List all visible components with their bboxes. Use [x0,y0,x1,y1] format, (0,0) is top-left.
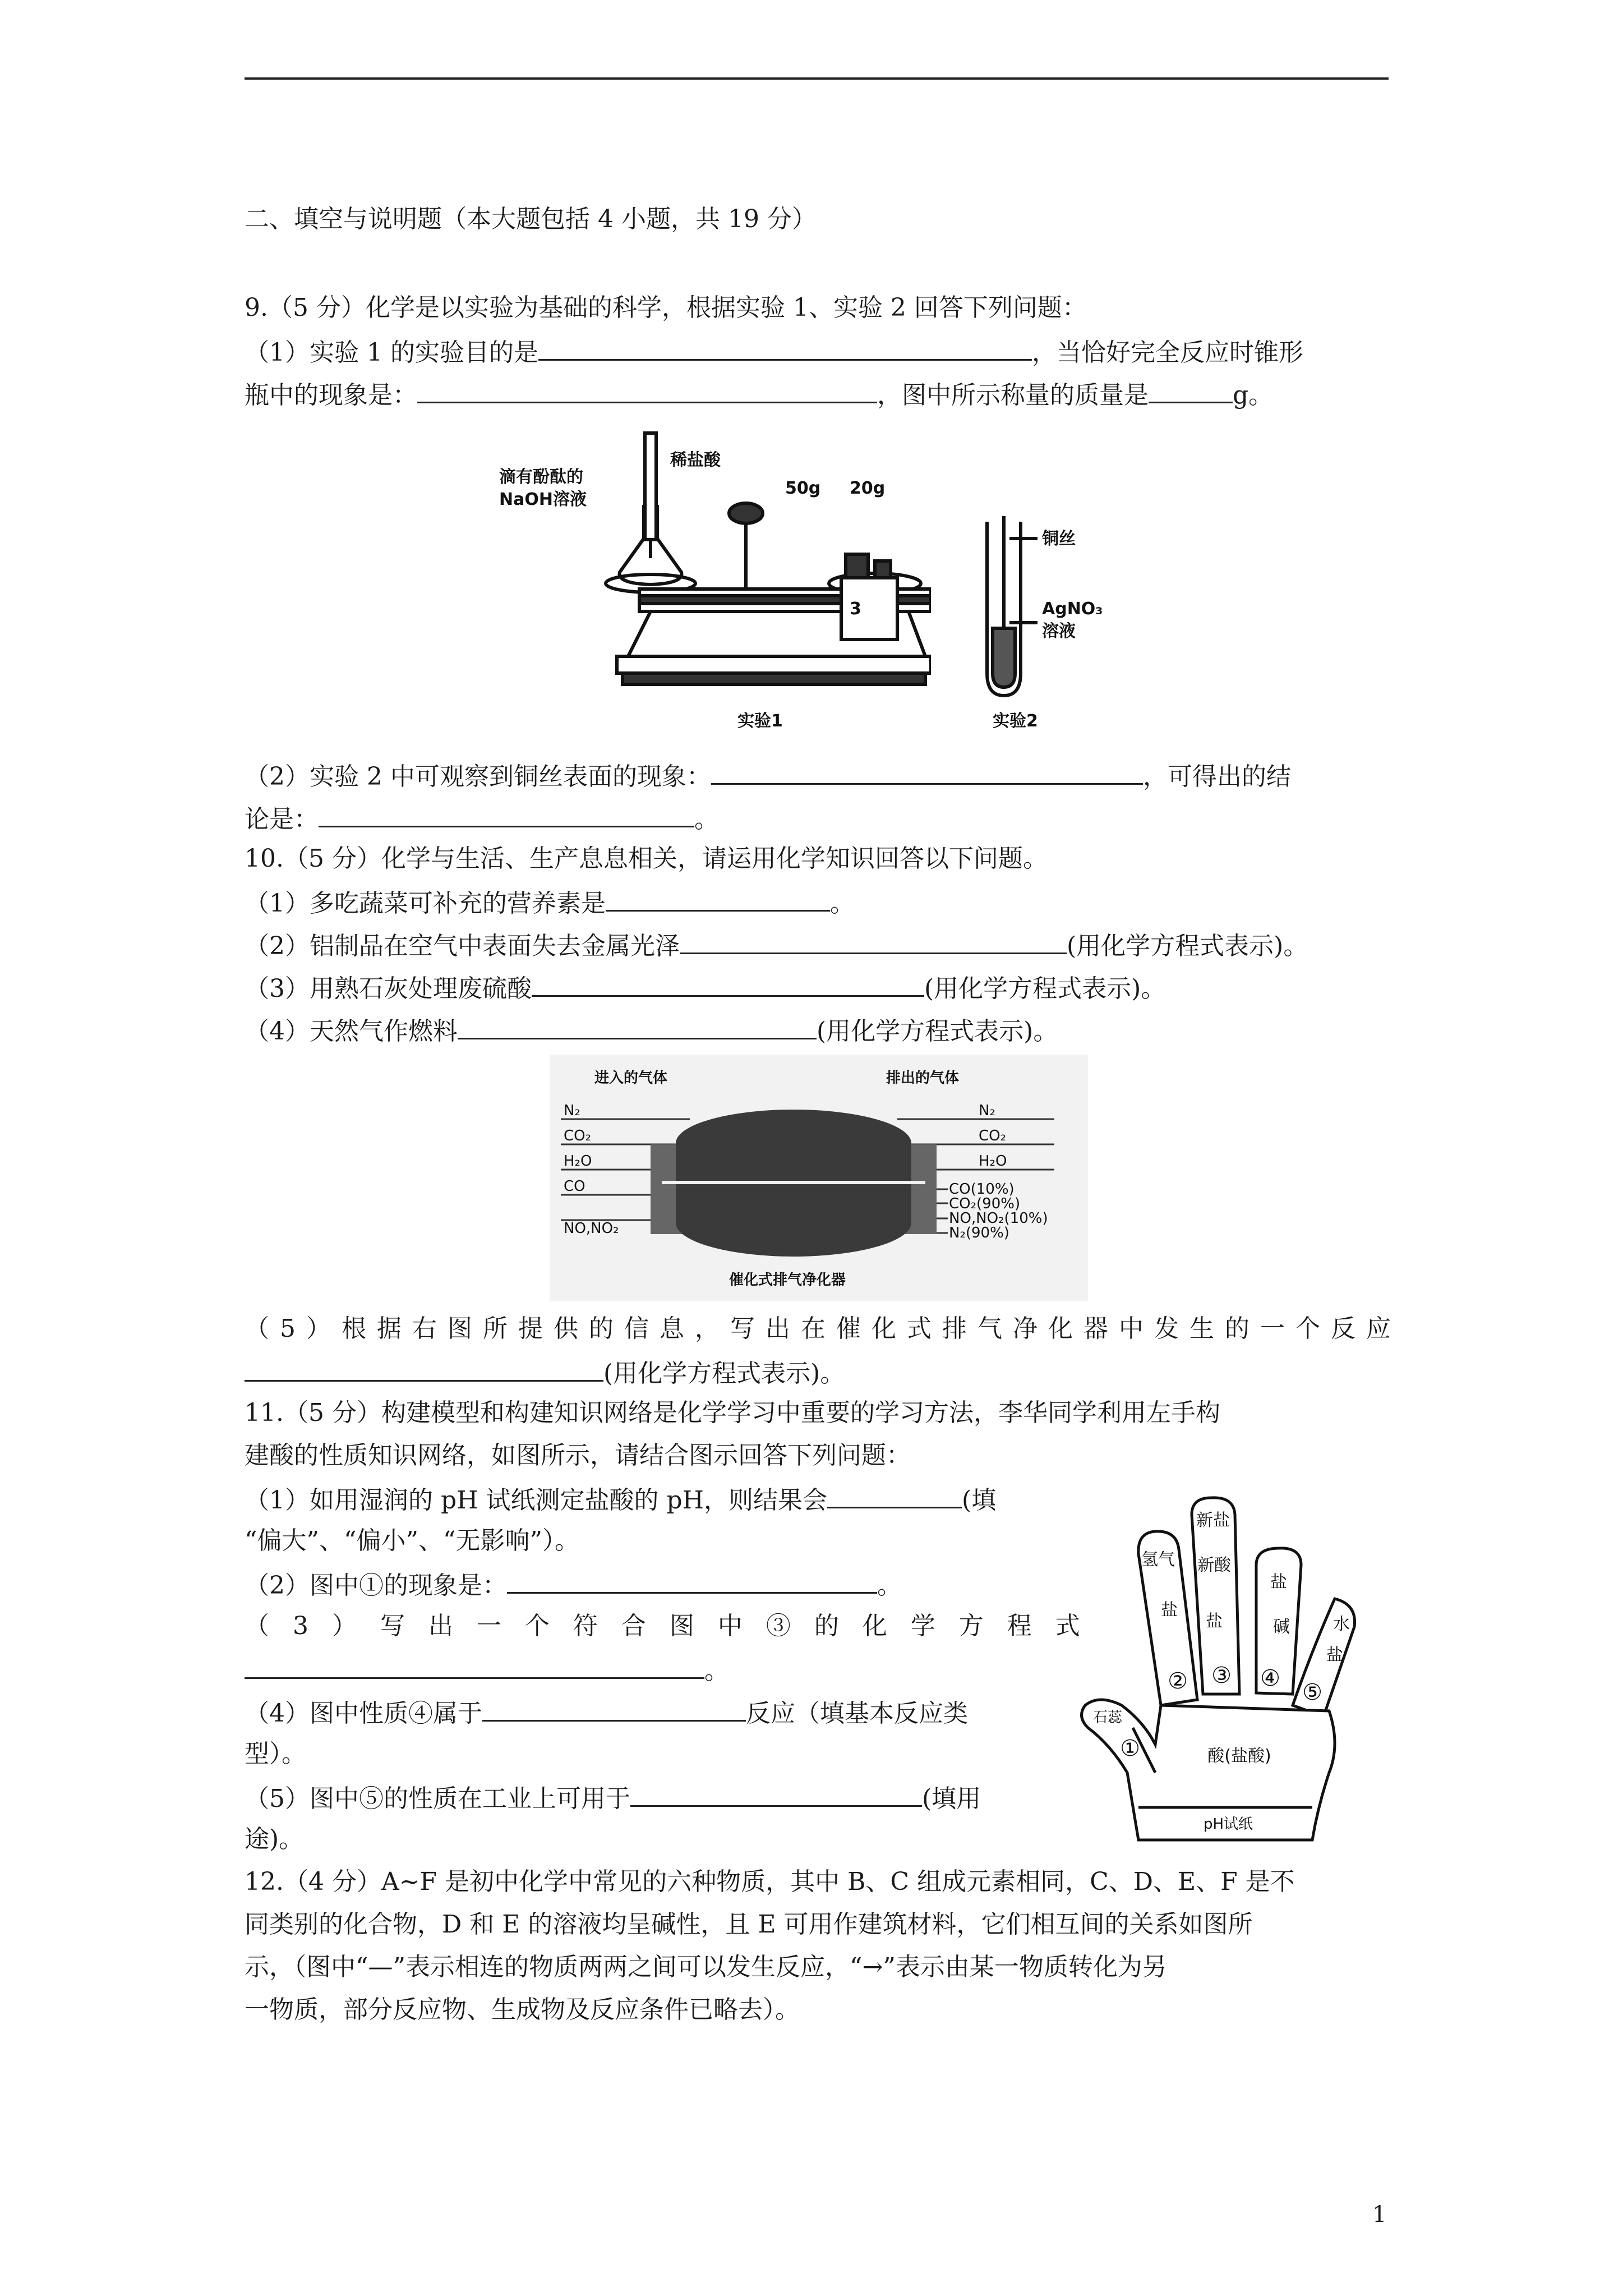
q11-p1-text-b: (填 [962,1486,997,1515]
q10-p3-text-a: （3）用熟石灰处理废硫酸 [245,974,532,1003]
q9-p1-text-c: 瓶中的现象是： [245,381,417,409]
page-number: 1 [1372,2202,1387,2228]
section-title: 二、填空与说明题（本大题包括 4 小题，共 19 分） [245,205,817,233]
q10-p1-text-b: 。 [830,889,855,918]
q10-p2-blank[interactable] [680,928,1067,954]
q10-p3-blank[interactable] [532,970,924,997]
experiment1-figure [482,421,931,740]
fig1-label-indicator: 滴有酚酞的 [499,467,583,487]
q12-line1: 12.（4 分）A~F 是初中化学中常见的六种物质，其中 B、C 组成元素相同，C、D、E、F 是不 [245,1867,1295,1896]
q11-stem-line2: 建酸的性质知识网络，如图所示，请结合图示回答下列问题： [245,1441,911,1470]
q11-part2 [245,1567,902,1602]
q11-p3-blank[interactable] [245,1653,704,1679]
q11-part4-line1 [245,1695,968,1730]
hand-little-water: 水 [1333,1614,1350,1634]
q10-p2-text-b: (用化学方程式表示)。 [1067,932,1308,960]
q10-part2 [245,928,1308,963]
q11-p1-text-a: （1）如用湿润的 pH 试纸测定盐酸的 pH，则结果会 [245,1486,828,1515]
q11-p2-text-a: （2）图中①的现象是： [245,1571,507,1600]
converter-out-gas-7: N₂(90%) [949,1225,1009,1241]
q10-p5-blank[interactable] [245,1355,603,1382]
q12-line4: 一物质，部分反应物、生成物及反应条件已略去）。 [245,1995,800,2024]
q10-part5-line1: （5）根据右图所提供的信息，写出在催化式排气净化器中发生的一个反应 [245,1314,1401,1343]
q9-p2-text-c: 论是： [245,805,319,834]
hand-num-3: ③ [1211,1663,1232,1688]
hand-middle-salt: 盐 [1206,1612,1223,1631]
q11-p4-blank[interactable] [482,1695,746,1722]
converter-in-gas-4: CO [564,1178,585,1195]
q10-p1-blank[interactable] [606,885,830,912]
hand-num-2: ② [1168,1668,1188,1694]
q9-stem: 9.（5 分）化学是以实验为基础的科学，根据实验 1、实验 2 回答下列问题： [245,293,1087,322]
q10-part5-line2 [245,1355,845,1390]
q9-part2-line2 [245,801,719,836]
fig1-label-hcl: 稀盐酸 [670,450,721,470]
header-rule [245,77,1389,80]
q9-p1-blank-purpose[interactable] [538,334,1032,361]
q9-p1-text-a: （1）实验 1 的实验目的是 [245,338,538,367]
hand-little-salt: 盐 [1326,1645,1343,1665]
converter-in-gas-5: NO,NO₂ [564,1220,619,1237]
q9-p2-blank-conclusion[interactable] [319,801,694,827]
fig1-caption: 实验1 [737,711,783,731]
q11-p5-text-b: (填用 [922,1784,981,1813]
fig1-weight-50g: 50g [785,478,821,498]
q9-part1-line2 [245,377,1273,412]
catalytic-converter-figure [550,1055,1088,1301]
converter-in-gas-1: N₂ [564,1102,580,1119]
fig2-label-agno3: AgNO₃ [1042,599,1103,619]
hand-wrist-ph-paper: pH试纸 [1203,1816,1253,1833]
q11-p3-text-b: 。 [704,1657,729,1685]
q11-stem-line1: 11.（5 分）构建模型和构建知识网络是化学学习中重要的学习方法，李华同学利用左手构 [245,1398,1220,1427]
q11-part1-line2: “偏大”、“偏小”、“无影响”）。 [245,1526,579,1555]
q11-part5-line2: 途)。 [245,1825,304,1853]
hand-ring-base: 碱 [1273,1617,1290,1637]
q9-p2-text-d: 。 [694,805,719,834]
q12-line3: 示，（图中“—”表示相连的物质两两之间可以发生反应，“→”表示由某一物质转化为另 [245,1953,1167,1981]
hand-ring-salt: 盐 [1270,1572,1287,1592]
q10-part3 [245,970,1165,1005]
q11-p5-blank[interactable] [630,1780,922,1807]
q10-p4-text-a: （4）天然气作燃料 [245,1017,458,1046]
converter-out-gas-1: N₂ [979,1102,995,1119]
hand-palm-acid: 酸(盐酸) [1207,1746,1271,1766]
q11-part1-line1 [245,1482,996,1517]
hand-index-salt: 盐 [1161,1600,1178,1620]
q11-p4-text-b: 反应（填基本反应类 [746,1699,968,1728]
hand-middle-new-salt: 新盐 [1196,1511,1230,1530]
q10-p5-text-b: (用化学方程式表示)。 [603,1359,845,1388]
q11-p2-blank[interactable] [507,1567,877,1594]
hand-index-hydrogen: 氢气 [1141,1550,1175,1570]
q11-p5-text-a: （5）图中⑤的性质在工业上可用于 [245,1784,630,1813]
q11-part3-line1: （ 3 ） 写 出 一 个 符 合 图 中 ③ 的 化 学 方 程 式 [245,1612,1088,1640]
converter-in-gas-2: CO₂ [564,1128,592,1144]
fig1-weight-20g: 20g [850,478,886,498]
q9-p2-text-b: ，可得出的结 [1142,762,1291,791]
converter-caption: 催化式排气净化器 [729,1272,846,1289]
acid-properties-hand-figure [1077,1481,1391,1868]
fig2-label-cu: 铜丝 [1042,529,1076,549]
q10-p3-text-b: (用化学方程式表示)。 [924,974,1166,1003]
q9-p1-blank-phenomenon[interactable] [417,377,877,403]
converter-in-gas-3: H₂O [564,1153,592,1170]
hand-num-1: ① [1120,1736,1140,1761]
experiment2-figure [976,505,1161,740]
q9-p1-text-b: ，当恰好完全反应时锥形 [1031,338,1303,367]
q11-p1-blank[interactable] [827,1482,962,1508]
converter-out-gas-6: NO,NO₂(10%) [949,1210,1048,1227]
q10-p2-text-a: （2）铝制品在空气中表面失去金属光泽 [245,932,680,960]
converter-out-gas-2: CO₂ [979,1128,1007,1144]
q11-p4-text-a: （4）图中性质④属于 [245,1699,482,1728]
q9-p2-blank-phenomenon[interactable] [711,758,1143,785]
fig2-caption: 实验2 [993,711,1038,731]
converter-out-gas-4: CO(10%) [949,1181,1015,1198]
q9-p1-text-e: g。 [1233,381,1274,409]
fig1-rider-mark: 3 [850,599,861,619]
hand-num-4: ④ [1260,1665,1280,1691]
q9-part1-line1 [245,334,1303,369]
converter-out-gas-5: CO₂(90%) [949,1195,1021,1212]
hand-middle-new-acid: 新酸 [1197,1556,1231,1575]
q11-p2-text-b: 。 [877,1571,902,1600]
q11-part3-line2 [245,1653,729,1687]
q12-line2: 同类别的化合物，D 和 E 的溶液均呈碱性，且 E 可用作建筑材料，它们相互间的关系如图所 [245,1910,1253,1939]
q10-part4 [245,1013,1058,1048]
converter-out-title: 排出的气体 [886,1070,960,1087]
converter-out-gas-3: H₂O [979,1153,1007,1170]
q10-p1-text-a: （1）多吃蔬菜可补充的营养素是 [245,889,606,918]
fig1-label-naoh: NaOH溶液 [499,490,587,509]
fig2-label-solution: 溶液 [1042,622,1076,641]
q10-stem: 10.（5 分）化学与生活、生产息息相关，请运用化学知识回答以下问题。 [245,844,1048,873]
converter-in-title: 进入的气体 [594,1070,668,1087]
q10-p4-blank[interactable] [458,1013,817,1039]
q11-part5-line1 [245,1780,981,1815]
hand-num-5: ⑤ [1302,1680,1322,1705]
q9-p1-text-d: ，图中所示称量的质量是 [877,381,1149,409]
q9-part2-line1 [245,758,1291,793]
hand-thumb-litmus: 石蕊 [1092,1709,1123,1726]
q10-part1 [245,885,855,920]
q9-p2-text-a: （2）实验 2 中可观察到铜丝表面的现象： [245,762,711,791]
q11-part4-line2: 型）。 [245,1740,306,1768]
q10-p4-text-b: (用化学方程式表示)。 [817,1017,1058,1046]
q9-p1-blank-mass[interactable] [1149,377,1233,403]
